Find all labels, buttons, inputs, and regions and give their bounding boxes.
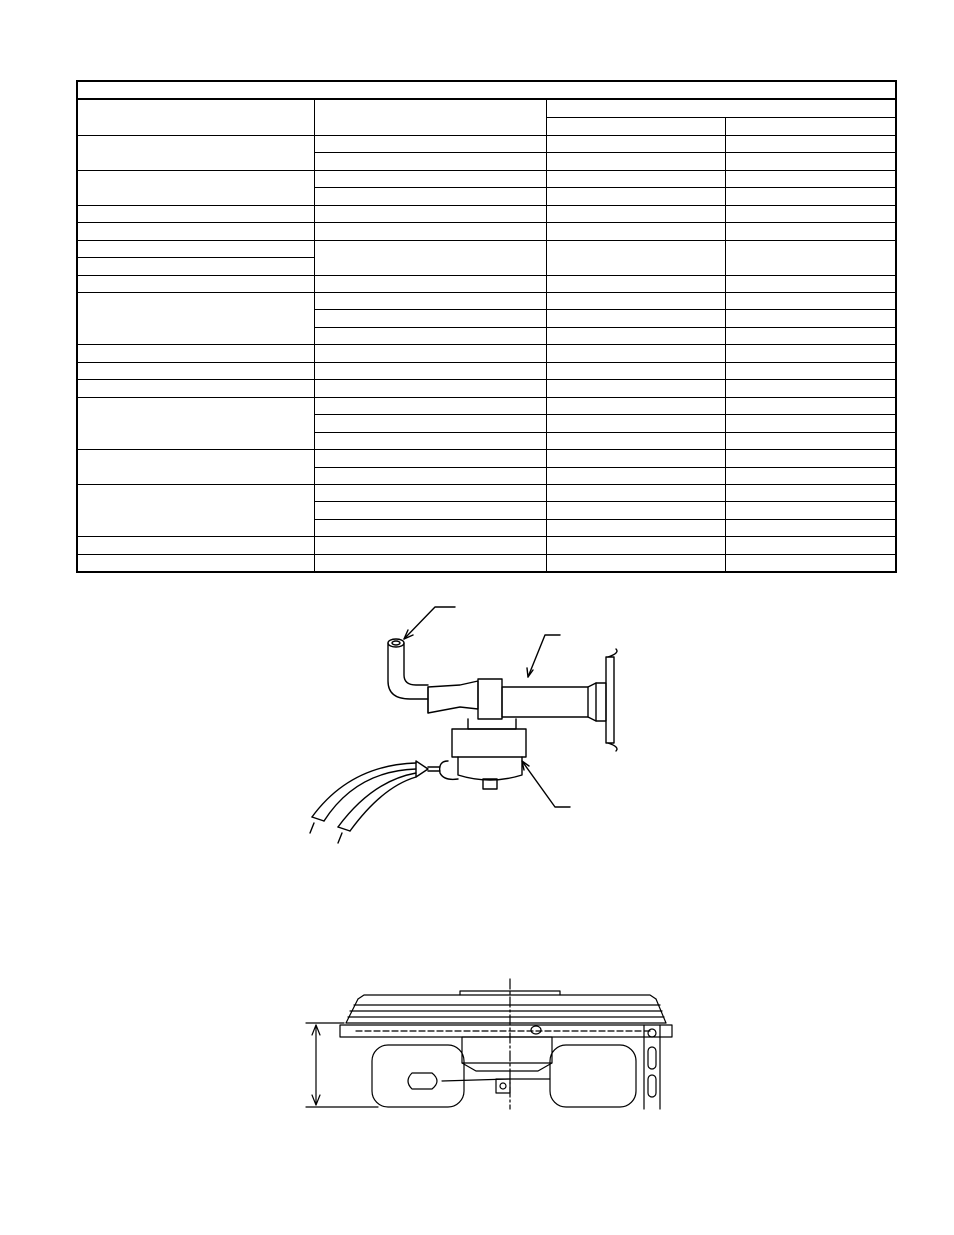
table-cell [725,345,896,362]
table-cell [725,170,896,187]
motor [462,1037,552,1063]
table-cell [77,362,314,379]
collar [478,679,502,719]
table-cell [546,415,725,432]
table-cell [725,415,896,432]
table-cell [725,293,896,310]
table-cell [546,275,725,292]
table-cell [546,240,725,275]
fan-blade [550,1045,636,1107]
end-fitting [588,683,606,721]
table-cell [725,554,896,572]
table-cell [77,554,314,572]
table-cell [77,293,314,345]
table-cell [725,327,896,344]
table-cell [546,484,725,501]
table-cell [725,519,896,536]
callout-leader [522,761,570,807]
table-cell [314,432,546,449]
table-cell [725,362,896,379]
table-cell [546,502,725,519]
table-cell [725,240,896,275]
table-cell [546,327,725,344]
table-cell [725,135,896,152]
table-cell [77,240,314,257]
table-cell [314,484,546,501]
bent-tube [388,643,428,699]
table-cell [314,502,546,519]
table-cell [314,519,546,536]
table-cell [546,450,725,467]
table-cell [314,310,546,327]
table-cell [314,135,546,152]
main-tube [502,687,588,717]
table-cell [725,397,896,414]
table-cell [546,135,725,152]
table-cell [77,170,314,205]
fan-assembly-drawing [300,975,675,1115]
table-cell [77,484,314,536]
table-cell [314,327,546,344]
table-cell [77,397,314,449]
table-cell [314,240,546,275]
table-cell [546,153,725,170]
table-cell [546,188,725,205]
table-cell [77,450,314,485]
slot [648,1047,656,1069]
table-cell [77,223,314,240]
table-cell [314,554,546,572]
table-cell [314,537,546,554]
table-cell [546,554,725,572]
hub [496,1079,510,1093]
table-row [77,484,896,501]
callout-leader [404,607,455,639]
table-cell [725,502,896,519]
table-title-row [77,81,896,99]
table-row [77,397,896,414]
header-cell [77,99,314,135]
table-cell [725,275,896,292]
table-row [77,240,896,257]
table-cell [725,188,896,205]
table-cell [77,380,314,397]
table-cell [546,537,725,554]
table-cell [77,258,314,275]
slot [648,1075,656,1097]
component-figure [290,595,650,850]
table-cell [725,450,896,467]
blade-tab [408,1073,437,1089]
table-row [77,537,896,554]
table-cell [77,275,314,292]
fan-assembly-figure [300,975,675,1115]
table-cell [546,397,725,414]
table-cell [725,380,896,397]
table-cell [314,345,546,362]
table-cell [725,205,896,222]
table-cell [725,484,896,501]
table-cell [725,223,896,240]
table-row [77,223,896,240]
subheader-cell [725,118,896,135]
component-drawing [290,595,650,850]
table-cell [77,345,314,362]
table-cell [314,397,546,414]
table-cell [725,310,896,327]
table-row [77,275,896,292]
table-cell [546,205,725,222]
table-cell [314,467,546,484]
table-row [77,345,896,362]
fan-blade [372,1045,464,1107]
table-title [77,81,896,99]
table-cell [725,467,896,484]
table-cell [314,205,546,222]
table-cell [546,362,725,379]
table-cell [546,293,725,310]
table-cell [314,188,546,205]
terminal [416,761,428,777]
table-cell [546,345,725,362]
table-row [77,450,896,467]
table-cell [725,537,896,554]
table-cell [725,153,896,170]
header-cell [314,99,546,135]
table-cell [314,362,546,379]
table-cell [314,293,546,310]
table-cell [546,170,725,187]
table-cell [77,537,314,554]
table-row [77,362,896,379]
table-cell [314,415,546,432]
table-cell [77,205,314,222]
table-row [77,170,896,187]
table-cell [725,432,896,449]
table-cell [546,519,725,536]
specifications-table [76,80,897,573]
table-row [77,554,896,572]
table-cell [314,275,546,292]
table-cell [77,135,314,170]
coupling-body [452,729,526,757]
table-cell [546,432,725,449]
table-cell [546,310,725,327]
subheader-cell [546,118,725,135]
table-row [77,293,896,310]
coupling-base [458,757,522,780]
connector [440,761,458,779]
header-cell [546,99,896,117]
table-cell [314,153,546,170]
table-row [77,380,896,397]
grille [346,995,666,1023]
reducer [428,681,478,713]
table-cell [546,467,725,484]
table-cell [546,223,725,240]
table-cell [314,170,546,187]
table-row [77,205,896,222]
table-cell [314,223,546,240]
table-header-row [77,99,896,117]
table-cell [314,450,546,467]
table-cell [314,380,546,397]
dimension-line [306,1023,378,1107]
table-row [77,135,896,152]
table-cell [546,380,725,397]
mounting-panel [606,657,614,743]
